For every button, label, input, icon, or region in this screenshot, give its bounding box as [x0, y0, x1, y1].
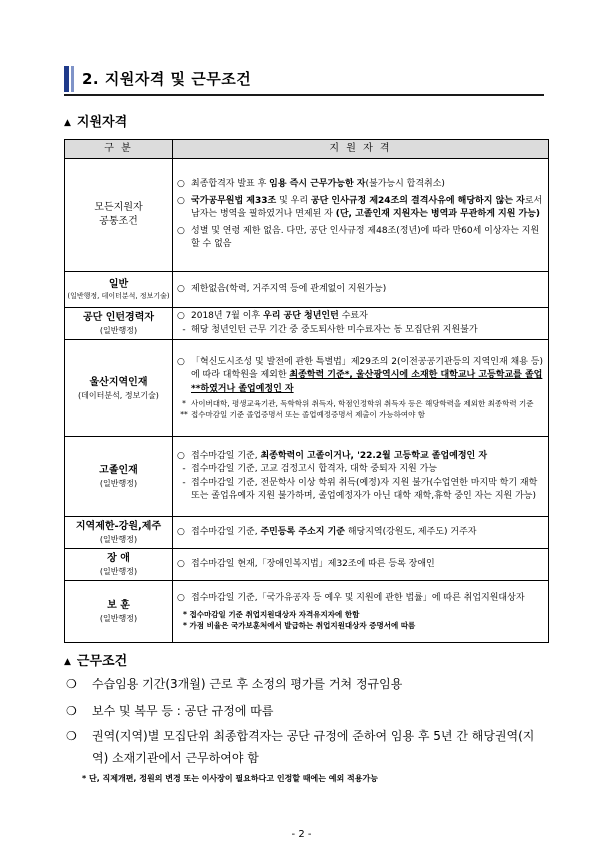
- text: 수료자: [338, 311, 368, 322]
- text-bold: 최종학력이 고졸이거나, '22.2월 고등학교 졸업예정인 자: [260, 450, 488, 461]
- header-category: 구 분: [65, 140, 173, 159]
- category-sublabel: (일반행정): [99, 567, 138, 576]
- category-sublabel: (일반행정): [99, 326, 138, 335]
- circle-bullet-icon: ○: [177, 283, 185, 294]
- category-label: 보 훈: [107, 600, 130, 611]
- triangle-icon: ▲: [64, 657, 71, 667]
- category-sublabel: (일반행정): [99, 614, 138, 623]
- asterisk-mark: **: [180, 410, 188, 420]
- category-label: 장 애: [107, 553, 130, 564]
- condition-item: [66, 673, 546, 695]
- heading-accent-bar-light: [71, 66, 74, 92]
- dash-bullet: -: [182, 464, 186, 475]
- text: 해당 청년인턴 근무 기간 중 중도퇴사한 미수료자는 동 모집단위 지원불가: [191, 324, 478, 335]
- text: 접수마감일 기준, 고교 검정고시 합격자, 대학 중퇴자 지원 가능: [191, 464, 437, 475]
- table-row: [65, 272, 549, 308]
- qualification-cell: [173, 517, 549, 549]
- triangle-icon: ▲: [64, 118, 71, 128]
- dash-bullet: -: [182, 324, 186, 335]
- category-cell: [65, 437, 173, 517]
- text: 제한없음(학력, 거주지역 등에 관계없이 지원가능): [191, 283, 387, 294]
- text: 접수마감일 기준, 전문학사 이상 학위 취득(예정)자 지원 불가(수업연한 마지막 학기 재학 또는 졸업유예자 지원 불가하며, 졸업예정자가 아닌 대학 재학,휴학 중인 자는 지원 가능): [191, 477, 538, 501]
- page-number: - 2 -: [291, 829, 312, 840]
- text-footnote: 사이버대학, 평생교육기관, 독학학위 취득자, 학점인정학위 취득자 등은 해당학력을 제외한 최종학력 기준: [191, 399, 534, 409]
- category-label: 고졸인재: [99, 465, 138, 476]
- section-title: 2. 지원자격 및 근무조건: [82, 70, 252, 88]
- circle-bullet-icon: ○: [177, 450, 185, 461]
- section-heading: [64, 64, 544, 96]
- table-row: [65, 308, 549, 340]
- subsection-title: 근무조건: [76, 654, 128, 669]
- category-sublabel: (일반행정): [99, 535, 138, 544]
- conditions-footnote: * 단, 직제개편, 정원의 변경 또는 이사장이 필요하다고 인정할 때에는 예외 적용가능: [82, 774, 378, 783]
- category-label: 모든지원자: [94, 202, 143, 213]
- category-sublabel: (일반행정, 데이터분석, 정보기술): [67, 292, 170, 300]
- condition-text: 수습임용 기간(3개월) 근로 후 소정의 평가를 거쳐 정규임용: [92, 677, 403, 691]
- category-label: 울산지역인재: [89, 376, 148, 388]
- condition-item: [66, 725, 546, 769]
- circle-bullet-icon: ○: [177, 225, 185, 236]
- category-label: 지역제한-강원,제주: [75, 521, 162, 532]
- category-cell: [65, 272, 173, 308]
- table-row: [65, 340, 549, 437]
- text: 성별 및 연령 제한 없음. 다만, 공단 인사규정 제48조(정년)에 따라 만60세 이상자는 지원할 수 없음: [191, 225, 540, 250]
- condition-text: 보수 및 복무 등 : 공단 규정에 따름: [92, 704, 274, 718]
- category-sublabel: (데이터분석, 정보기술): [78, 390, 159, 400]
- table-row: [65, 549, 549, 581]
- subsection-eligibility: [64, 111, 127, 130]
- text: 접수마감일 기준,: [191, 450, 261, 461]
- table-row: [65, 437, 549, 517]
- qualification-cell: [173, 272, 549, 308]
- category-cell: [65, 549, 173, 581]
- text-footnote: 접수마감일 기준 졸업증명서 또는 졸업예정증명서 제출이 가능하여야 함: [191, 410, 426, 420]
- category-cell: [65, 517, 173, 549]
- text: 및 우리: [276, 195, 311, 206]
- text: 로서 남자는 병역을 필하였거나 면제된 자: [191, 195, 543, 220]
- eligibility-table: [64, 139, 549, 643]
- qualification-cell: [173, 340, 549, 437]
- text: 접수마감일 기준,「국가유공자 등 예우 및 지원에 관한 법률」에 따른 취업지원대상자: [191, 592, 525, 603]
- category-cell: [65, 581, 173, 643]
- circle-bullet-icon: ○: [177, 592, 185, 603]
- circle-bullet-icon: ○: [177, 356, 185, 367]
- text-bold: 우리 공단 청년인턴: [263, 311, 339, 322]
- text: 최종합격자 발표 후: [191, 179, 270, 190]
- category-sublabel: (일반행정): [99, 479, 138, 488]
- qualification-cell: [173, 581, 549, 643]
- asterisk-mark: *: [182, 399, 186, 409]
- footnote: * 가점 비율은 국가보훈처에서 발급하는 취업지원대상자 증명서에 따름: [183, 621, 416, 631]
- dash-bullet: -: [182, 477, 186, 488]
- condition-item: [66, 700, 546, 722]
- category-label: 일반: [108, 279, 129, 290]
- circle-bullet-icon: ○: [177, 195, 185, 206]
- category-cell: [65, 159, 173, 272]
- text-bold: 임용 즉시 근무가능한 자: [269, 179, 366, 190]
- category-cell: [65, 340, 173, 437]
- text: 해당지역(강원도, 제주도) 거주자: [344, 526, 477, 537]
- qualification-cell: [173, 159, 549, 272]
- text-bold: 공단 인사규정 제24조의 결격사유에 해당하지 않는 자: [310, 195, 525, 206]
- footnote: * 접수마감일 기준 취업지원대상자 자격유지자에 한함: [183, 610, 360, 620]
- subsection-title: 지원자격: [76, 115, 128, 130]
- category-label-2: 공통조건: [99, 216, 138, 227]
- text-bold: 주민등록 주소지 기준: [260, 526, 345, 537]
- text: 접수마감일 현재,「장애인복지법」제32조에 따른 등록 장애인: [191, 558, 435, 569]
- text: 접수마감일 기준,: [191, 526, 261, 537]
- header-qualification: 지 원 자 격: [173, 140, 549, 159]
- circle-bullet-icon: ○: [177, 179, 185, 190]
- circle-bullet-icon: ❍: [66, 677, 77, 691]
- circle-bullet-icon: ○: [177, 526, 185, 537]
- table-row: [65, 517, 549, 549]
- category-cell: [65, 308, 173, 340]
- qualification-cell: [173, 437, 549, 517]
- condition-text: 권역(지역)별 모집단위 최종합격자는 공단 규정에 준하여 임용 후 5년 간 해당권역(지역) 소재기관에서 근무하여야 함: [92, 729, 535, 765]
- qualification-cell: [173, 549, 549, 581]
- text-bold: (단, 고졸인재 지원자는 병역과 무관하게 지원 가능): [335, 209, 541, 220]
- qualification-cell: [173, 308, 549, 340]
- circle-bullet-icon: ❍: [66, 704, 77, 718]
- subsection-conditions: [64, 650, 127, 669]
- category-label: 공단 인턴경력자: [82, 312, 155, 323]
- text-bold: 국가공무원법 제33조: [191, 195, 277, 206]
- table-header-row: [65, 140, 549, 159]
- circle-bullet-icon: ○: [177, 311, 185, 322]
- text: 2018년 7월 이후: [191, 311, 263, 322]
- heading-accent-bar: [64, 66, 69, 92]
- text: (불가능시 합격취소): [365, 179, 445, 190]
- circle-bullet-icon: ❍: [66, 729, 77, 743]
- circle-bullet-icon: ○: [177, 558, 185, 569]
- table-row: [65, 581, 549, 643]
- text: 「혁신도시조성 및 발전에 관한 특별법」제29조의 2(이전공공기관등의 지역인재 채용 등)에 따라 대학원을 제외한: [191, 356, 543, 381]
- table-row: [65, 159, 549, 272]
- text-bold-underline: 최종학력 기준*, 울산광역시에 소재한 대학교나 고등학교를 졸업**하였거나 졸업예정인 자: [191, 370, 543, 394]
